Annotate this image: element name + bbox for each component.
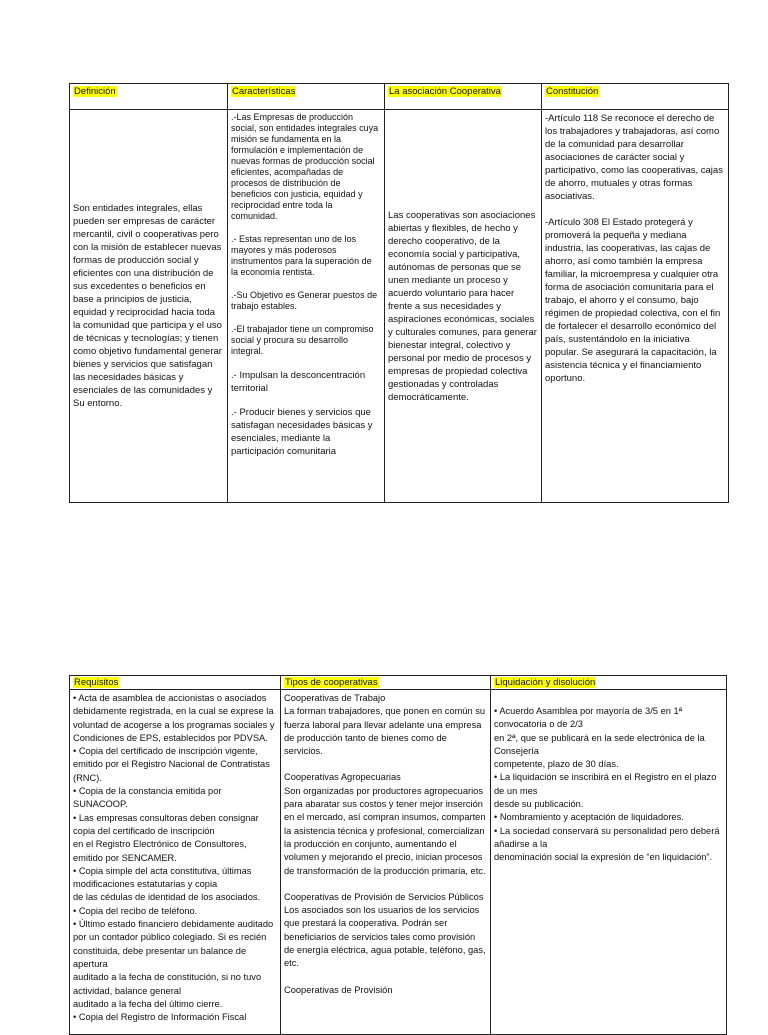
requisito-item: • Copia del recibo de teléfono.	[73, 905, 198, 916]
caracteristica-item: .-El trabajador tiene un compromiso social y procura su desarrollo integral.	[231, 324, 374, 356]
requisito-item: • Copia de la constancia emitida por SUNACOOP.	[73, 786, 222, 810]
caracteristica-item: .- Estas representan uno de los mayores y más poderosos instrumentos para la superación de la economía rentista.	[231, 234, 372, 277]
liquidacion-item: • Acuerdo Asamblea por mayoría de 3/5 en 1ª convocatoria o de 2/3	[494, 706, 683, 730]
tipo-text: Los asociados son los usuarios de los servicios que prestará la cooperativa. Podrán ser beneficiarios de servicios tales como provisión de energía eléctrica, agua potable, teléfono, gas, etc.	[284, 905, 486, 969]
caracteristica-item: .-Las Empresas de producción social, son entidades integrales cuya misión se fundamenta en la formulación e implementación de nuevas formas de producción social eficientes, acompañadas de procesos de distribución de beneficios con justicia, equidad y reciprocidad entre toda la comunidad.	[231, 112, 379, 221]
requisitos-cell	[70, 690, 281, 1034]
tipo-title: Cooperativas Agropecuarias	[284, 772, 401, 783]
header-requisitos: Requisitos	[74, 677, 119, 688]
constitucion-article-308: -Artículo 308 El Estado protegerá y promoverá la pequeña y mediana industria, las cooperativas, las cajas de ahorro, así como también la empresa familiar, la microempresa y cualquier otra forma de asociación comunitaria para el trabajo, el ahorro y el consumo, bajo régimen de propiedad colectiva, con el fin de fortalecer el desarrollo económico del país, sustentándolo en la iniciativa popular. Se asegurará la capacitación, la asistencia técnica y el financiamiento oportuno.	[545, 217, 721, 384]
requisito-item: • Copia simple del acta constitutiva, últimas modificaciones estatutarias y copia	[73, 865, 252, 890]
requisito-item: • Copia del Registro de Información Fiscal	[73, 1012, 247, 1023]
header-asociacion: La asociación Cooperativa	[389, 86, 501, 97]
cooperative-requirements-table	[69, 675, 727, 1035]
requisito-item: • Acta de asamblea de accionistas o asociados debidamente registrada, en la cual se exprese la voluntad de acogerse a los programas sociales y	[73, 693, 275, 730]
constitucion-cell	[542, 110, 728, 502]
tipo-title: Cooperativas de Provisión de Servicios Públicos	[284, 891, 484, 902]
tipo-text: Son organizadas por productores agropecuarios para abaratar sus costos y tener mejor inserción en el mercado, así compran insumos, comparten la asistencia técnica y profesional, comercializan la producción en conjunto, aumentando el volumen y mejorando el precio, inician procesos de transformación de la producción primaria, etc.	[284, 785, 486, 876]
requisito-item: Condiciones de EPS, establecidos por PDVSA.	[73, 732, 268, 743]
liquidacion-item: denominación social la expresión de “en liquidación”.	[494, 852, 713, 863]
liquidacion-item: en 2ª, que se publicará en la sede electrónica de la Consejería	[494, 732, 705, 756]
requisito-item: auditado a la fecha de constitución, si no tuvo actividad, balance general	[73, 972, 262, 996]
header-cell-requisitos	[70, 676, 281, 690]
constitucion-article-118: -Artículo 118 Se reconoce el derecho de los trabajadores y trabajadoras, así como de la comunidad para desarrollar asociaciones de carácter social y participativo, como las cooperativas, cajas de ahorro, mutuales y otras formas asociativas.	[545, 113, 723, 202]
cooperative-overview-table	[69, 83, 729, 503]
liquidacion-item: competente, plazo de 30 días.	[494, 759, 619, 770]
header-cell-liquidacion	[491, 676, 726, 690]
liquidacion-cell	[491, 690, 726, 1034]
liquidacion-item: • La liquidación se inscribirá en el Registro en el plazo de un mes	[494, 772, 717, 796]
tipo-title: Cooperativas de Provisión	[284, 984, 393, 995]
requisito-item: • Último estado financiero debidamente auditado por un contador público colegiado. Si es recién constituida, debe presentar un balance de apertura	[73, 919, 274, 969]
tipo-title: Cooperativas de Trabajo	[284, 693, 386, 703]
caracteristica-item: .-Su Objetivo es Generar puestos de trabajo estables.	[231, 290, 378, 311]
header-tipos: Tipos de cooperativas	[285, 677, 378, 688]
spacer	[494, 692, 723, 705]
liquidacion-item: • Nombramiento y aceptación de liquidadores.	[494, 812, 684, 823]
header-cell-asociacion	[385, 84, 542, 110]
definicion-text: Son entidades integrales, ellas pueden ser empresas de carácter mercantil, civil o cooperativas pero con la misión de establecer nuevas formas de producción social y eficientes con una distribución de sus excedentes o beneficios en base a principios de justicia, equidad y reciprocidad hacia toda la comunidad que participa y el uso de técnicas y tecnologías; y tienen como objetivo fundamental generar bienes y servicios que satisfagan las necesidades básicas y esenciales de las comunidades y Su entorno.	[73, 203, 222, 409]
requisito-item: de las cédulas de identidad de los asociados.	[73, 892, 261, 903]
header-cell-tipos	[281, 676, 491, 690]
tipos-cell	[281, 690, 491, 1034]
liquidacion-item: • La sociedad conservará su personalidad pero deberá añadirse a la	[494, 825, 720, 849]
requisito-item: en el Registro Electrónico de Consultores, emitido por SENCAMER.	[73, 839, 247, 863]
caracteristica-item: .- Producir bienes y servicios que satisfagan necesidades básicas y esenciales, mediante la participación comunitaria	[231, 407, 373, 457]
header-liquidacion: Liquidación y disolución	[495, 677, 596, 688]
header-constitucion: Constitución	[546, 86, 599, 97]
caracteristica-item: .- Impulsan la desconcentración territorial	[231, 370, 366, 394]
definicion-cell	[70, 110, 228, 502]
caracteristicas-cell	[228, 110, 385, 502]
liquidacion-item: desde su publicación.	[494, 799, 584, 810]
tipo-text: La forman trabajadores, que ponen en común su fuerza laboral para llevar adelante una empresa de producción tanto de bienes como de servicios.	[284, 706, 486, 757]
requisito-item: • Copia del certificado de inscripción vigente, emitido por el Registro Nacional de Contratistas (RNC).	[73, 746, 270, 783]
header-caracteristicas: Características	[232, 86, 296, 97]
requisito-item: • Las empresas consultoras deben consignar copia del certificado de inscripción	[73, 812, 259, 836]
requisito-item: auditado a la fecha del último cierre.	[73, 998, 223, 1009]
header-cell-caracteristicas	[228, 84, 385, 110]
header-cell-constitucion	[542, 84, 728, 110]
header-definicion: Definición	[74, 86, 116, 97]
asociacion-text: Las cooperativas son asociaciones abiertas y flexibles, de hecho y derecho cooperativo, de la economía social y participativa, autónomas de personas que se unen mediante un proceso y acuerdo voluntario para hacer frente a sus necesidades y aspiraciones económicas, sociales y culturales comunes, para generar bienestar integral, colectivo y personal por medio de procesos y empresas de propiedad colectiva gestionadas y controladas democráticamente.	[388, 209, 537, 403]
asociacion-cell	[385, 110, 542, 502]
header-cell-definicion	[70, 84, 228, 110]
